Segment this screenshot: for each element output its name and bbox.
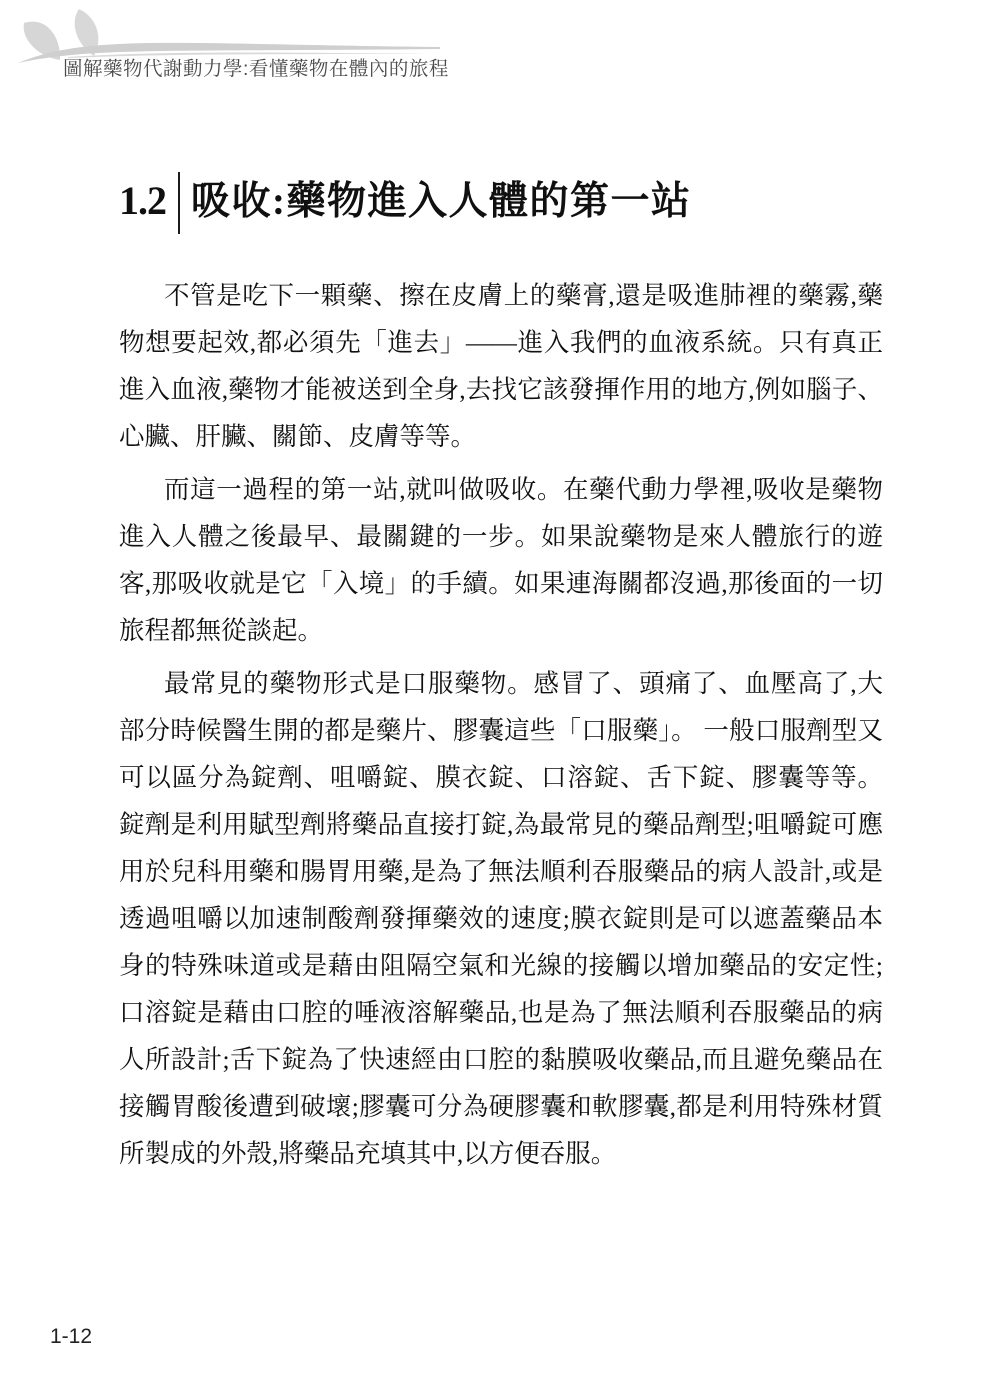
heading-divider (178, 172, 180, 234)
paragraph: 最常見的藥物形式是口服藥物。感冒了、頭痛了、血壓高了,大部分時候醫生開的都是藥片、膠囊這些「口服藥」。 一般口服劑型又可以區分為錠劑、咀嚼錠、膜衣錠、口溶錠、舌下錠、膠囊等等。錠劑是利用賦型劑將藥品直接打錠,為最常見的藥品劑型;咀嚼錠可應用於兒科用藥和腸胃用藥,是為了無法順利吞服藥品的病人設計,或是透過咀嚼以加速制酸劑發揮藥效的速度;膜衣錠則是可以遮蓋藥品本身的特殊味道或是藉由阻隔空氣和光線的接觸以增加藥品的安定性;口溶錠是藉由口腔的唾液溶解藥品,也是為了無法順利吞服藥品的病人所設計;舌下錠為了快速經由口腔的黏膜吸收藥品,而且避免藥品在接觸胃酸後遭到破壞;膠囊可分為硬膠囊和軟膠囊,都是利用特殊材質所製成的外殼,將藥品充填其中,以方便吞服。 (119, 669, 883, 1168)
section-heading (119, 172, 692, 234)
paragraph: 而這一過程的第一站,就叫做吸收。在藥代動力學裡,吸收是藥物進入人體之後最早、最關鍵的一步。如果說藥物是來人體旅行的遊客,那吸收就是它「入境」的手續。如果連海關都沒過,那後面的一切旅程都無從談起。 (119, 475, 883, 645)
section-title: 吸收:藥物進入人體的第一站 (191, 179, 692, 223)
body-text (119, 272, 883, 1183)
page-number: 1-12 (50, 1325, 93, 1348)
paragraph: 不管是吃下一顆藥、擦在皮膚上的藥膏,還是吸進肺裡的藥霧,藥物想要起效,都必須先「進去」——進入我們的血液系統。只有真正進入血液,藥物才能被送到全身,去找它該發揮作用的地方,例如腦子、心臟、肝臟、關節、皮膚等等。 (119, 281, 883, 451)
book-title: 圖解藥物代謝動力學:看懂藥物在體內的旅程 (63, 58, 449, 80)
section-number: 1.2 (119, 178, 166, 223)
